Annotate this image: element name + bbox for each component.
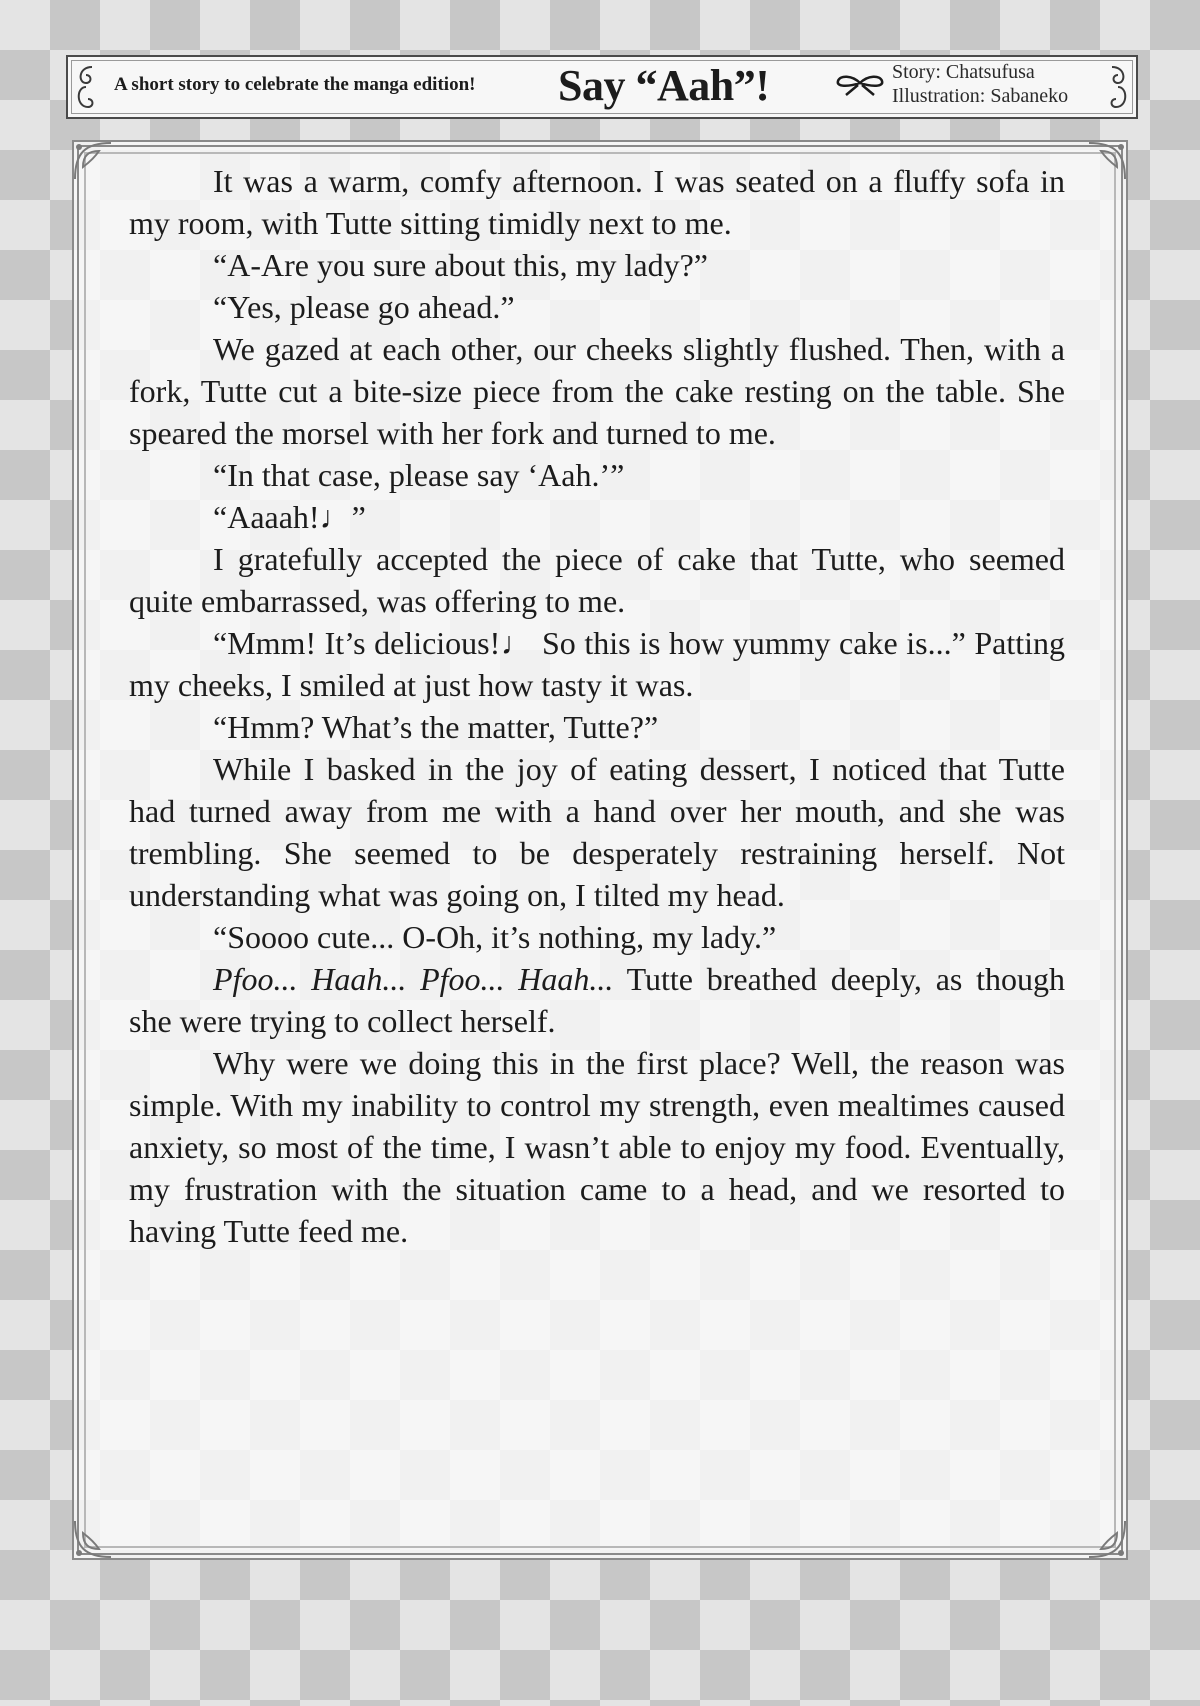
paragraph bbox=[129, 958, 1065, 1042]
flourish-corner-icon bbox=[1083, 137, 1131, 185]
scroll-ornament-icon bbox=[72, 63, 100, 111]
paragraph: “In that case, please say ‘Aah.’” bbox=[213, 457, 625, 493]
paragraph: It was a warm, comfy afternoon. I was seated on a fluffy sofa in my room, with Tutte sitting timidly next to me. bbox=[129, 163, 1065, 241]
paragraph: “Soooo cute... O-Oh, it’s nothing, my lady.” bbox=[213, 919, 777, 955]
page-title: Say “Aah”! bbox=[558, 61, 770, 110]
story-credit: Story: Chatsufusa bbox=[892, 61, 1035, 83]
credits bbox=[892, 60, 1068, 108]
paragraph: “Mmm! It’s delicious!♩ So this is how yummy cake is...” Patting my cheeks, I smiled at just how tasty it was. bbox=[129, 625, 1065, 703]
paragraph: We gazed at each other, our cheeks slightly flushed. Then, with a fork, Tutte cut a bite-size piece from the cake resting on the table. She speared the morsel with her fork and turned to me. bbox=[129, 331, 1065, 451]
subtitle: A short story to celebrate the manga edition! bbox=[114, 74, 476, 95]
paragraph-text: Tutte breathed deeply, as though she were trying to collect herself. bbox=[129, 961, 1066, 1039]
header-banner bbox=[66, 55, 1138, 119]
paragraph: I gratefully accepted the piece of cake that Tutte, who seemed quite embarrassed, was offering to me. bbox=[129, 541, 1065, 619]
story-body bbox=[129, 160, 1065, 1252]
paragraph: “A-Are you sure about this, my lady?” bbox=[213, 247, 708, 283]
scroll-ornament-icon bbox=[1104, 63, 1132, 111]
flourish-corner-icon bbox=[69, 137, 117, 185]
paragraph: Why were we doing this in the first place? Well, the reason was simple. With my inability to control my strength, even mealtimes caused anxiety, so most of the time, I wasn’t able to enjoy my food. Eventually, my frustration with the situation came to a head, and we resorted to having Tutte feed me. bbox=[129, 1045, 1065, 1249]
flourish-corner-icon bbox=[1083, 1515, 1131, 1563]
flourish-corner-icon bbox=[69, 1515, 117, 1563]
paragraph: While I basked in the joy of eating dessert, I noticed that Tutte had turned away from me with a hand over her mouth, and she was trembling. She seemed to be desperately restraining herself. Not understanding what was going on, I tilted my head. bbox=[129, 751, 1065, 913]
paragraph: “Aaaah!♩” bbox=[213, 499, 366, 535]
ribbon-bow-icon bbox=[834, 73, 886, 97]
paragraph: “Yes, please go ahead.” bbox=[213, 289, 515, 325]
paragraph: “Hmm? What’s the matter, Tutte?” bbox=[213, 709, 659, 745]
illustration-credit: Illustration: Sabaneko bbox=[892, 85, 1069, 107]
italic-sound-effect: Pfoo... Haah... Pfoo... Haah... bbox=[213, 961, 614, 997]
